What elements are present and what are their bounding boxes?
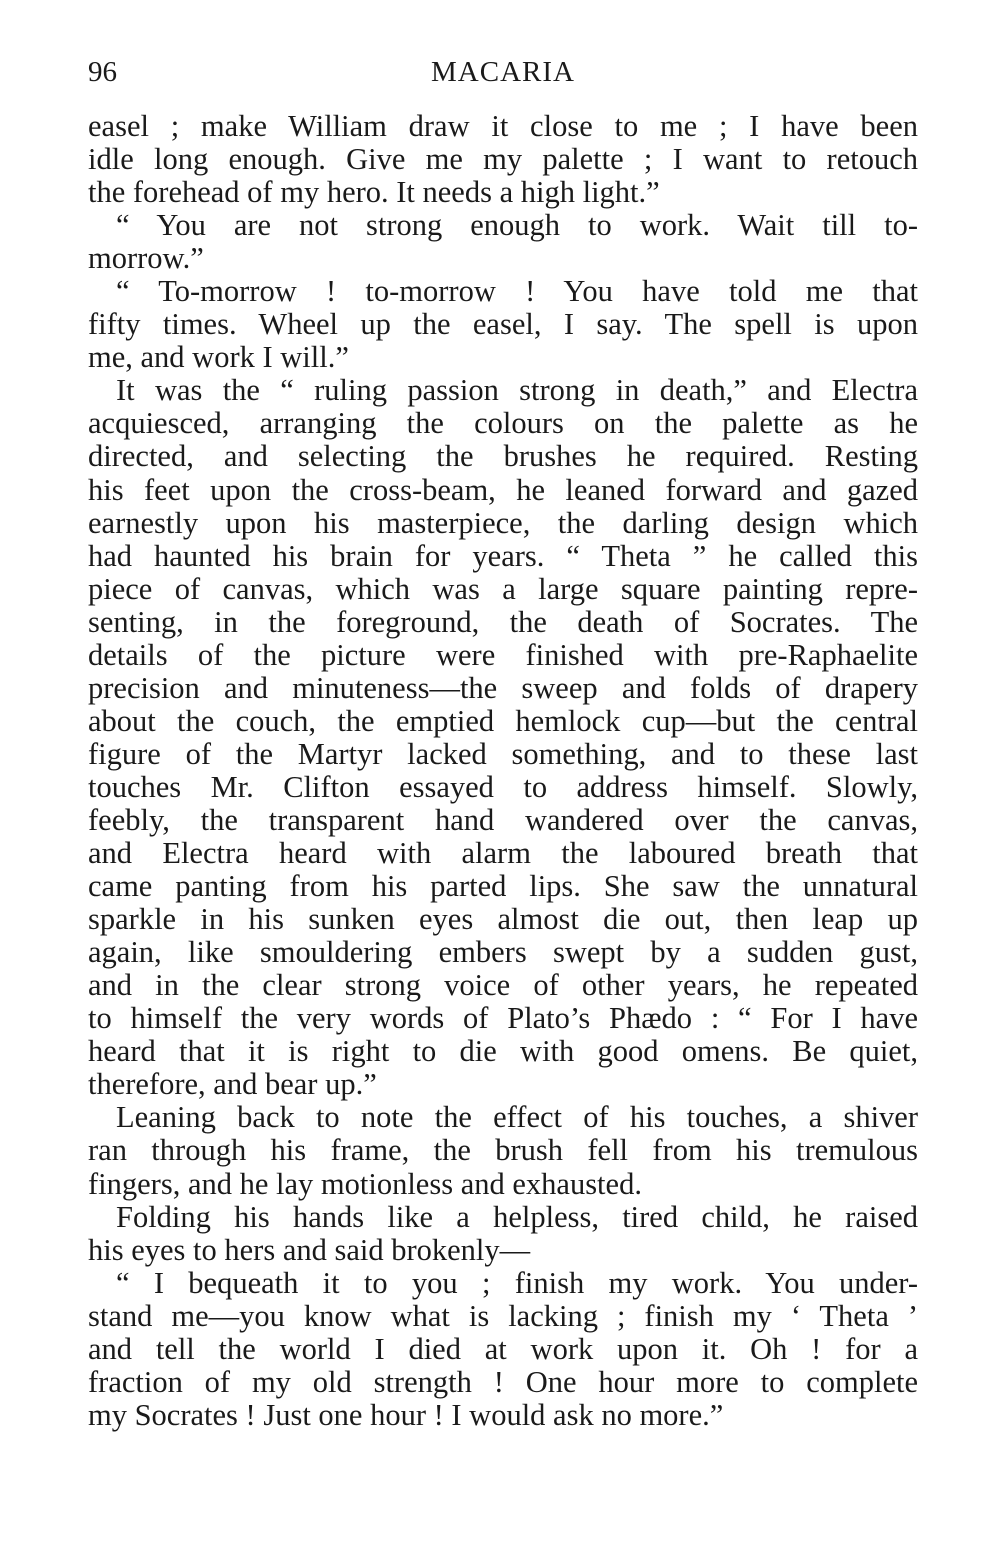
text-line: senting, in the foreground, the death of Socrates. The <box>88 604 918 639</box>
text-line: the forehead of my hero. It needs a high light.” <box>88 175 660 210</box>
text-line: again, like smouldering embers swept by a sudden gust, <box>88 935 918 970</box>
text-line: “ To-morrow ! to-morrow ! You have told me that <box>116 274 918 309</box>
text-line: and in the clear strong voice of other years, he repeated <box>88 968 918 1003</box>
text-line: easel ; make William draw it close to me ; I have been <box>88 109 918 143</box>
text-line: idle long enough. Give me my palette ; I want to retouch <box>88 142 918 177</box>
text-line: had haunted his brain for years. “ Theta ” he called this <box>88 538 918 573</box>
text-line: acquiesced, arranging the colours on the palette as he <box>88 406 918 441</box>
text-line: and Electra heard with alarm the laboured breath that <box>88 836 918 871</box>
text-line: fifty times. Wheel up the easel, I say. The spell is upon <box>88 307 918 342</box>
text-line: me, and work I will.” <box>88 340 349 375</box>
text-line: figure of the Martyr lacked something, and to these last <box>88 736 918 771</box>
text-line: sparkle in his sunken eyes almost die out, then leap up <box>88 902 918 937</box>
text-line: ran through his frame, the brush fell from his tremulous <box>88 1133 918 1168</box>
text-line: therefore, and bear up.” <box>88 1067 377 1102</box>
text-line: fingers, and he lay motionless and exhausted. <box>88 1166 642 1201</box>
running-title: MACARIA <box>431 56 575 88</box>
text-line: my Socrates ! Just one hour ! I would ask no more.” <box>88 1397 724 1432</box>
text-line: and tell the world I died at work upon it. Oh ! for a <box>88 1331 918 1366</box>
text-line: details of the picture were finished with pre-Raphaelite <box>88 637 918 672</box>
running-header <box>88 56 918 92</box>
text-line: “ I bequeath it to you ; finish my work. You under- <box>116 1265 918 1300</box>
text-line: “ You are not strong enough to work. Wait till to- <box>116 208 918 243</box>
text-line: his feet upon the cross-beam, he leaned forward and gazed <box>88 472 918 507</box>
text-line: his eyes to hers and said brokenly— <box>88 1232 531 1267</box>
text-line: stand me—you know what is lacking ; finish my ‘ Theta ’ <box>88 1298 918 1333</box>
text-line: morrow.” <box>88 241 204 276</box>
text-line: came panting from his parted lips. She saw the unnatural <box>88 869 918 904</box>
text-line: Leaning back to note the effect of his touches, a shiver <box>116 1100 918 1135</box>
page-body-text <box>88 110 918 1432</box>
text-line: feebly, the transparent hand wandered over the canvas, <box>88 802 918 837</box>
text-line: heard that it is right to die with good omens. Be quiet, <box>88 1034 918 1069</box>
text-line: It was the “ ruling passion strong in death,” and Electra <box>116 373 918 408</box>
page-number: 96 <box>88 56 117 88</box>
text-line: to himself the very words of Plato’s Phædo : “ For I have <box>88 1001 918 1036</box>
text-line: precision and minuteness—the sweep and folds of drapery <box>88 670 918 705</box>
text-line: Folding his hands like a helpless, tired child, he raised <box>116 1199 918 1234</box>
text-line: earnestly upon his masterpiece, the darling design which <box>88 505 918 540</box>
text-line: directed, and selecting the brushes he required. Resting <box>88 439 918 474</box>
text-line: about the couch, the emptied hemlock cup—but the central <box>88 703 918 738</box>
text-line: fraction of my old strength ! One hour more to complete <box>88 1364 918 1399</box>
text-line: piece of canvas, which was a large square painting repre- <box>88 571 918 606</box>
text-line: touches Mr. Clifton essayed to address himself. Slowly, <box>88 769 918 804</box>
